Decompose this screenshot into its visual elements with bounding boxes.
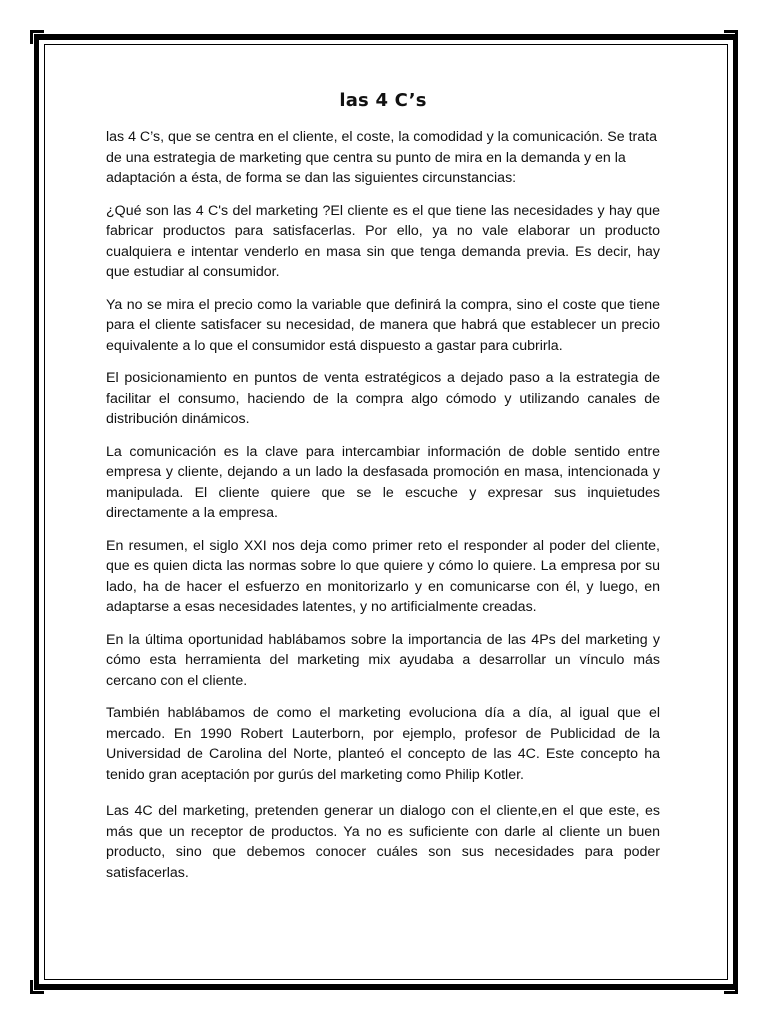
paragraph-dialogo: Las 4C del marketing, pretenden generar un dialogo con el cliente,en el que este, es más que un receptor de productos. Ya no es suficiente con darle al cliente un buen producto, sino que debemos conocer cuáles son sus necesidades para poder satisfacerlas. <box>106 803 660 881</box>
document-title: las 4 C’s <box>339 90 427 111</box>
paragraph-comodidad: El posicionamiento en puntos de venta estratégicos a dejado paso a la estrategia de facilitar el consumo, haciendo de la compra algo cómodo y utilizando canales de distribución dinámicos. <box>106 370 660 427</box>
document-body <box>106 90 660 895</box>
border-corner-bottom-right <box>724 980 738 994</box>
border-corner-top-left <box>30 30 44 44</box>
border-corner-bottom-left <box>30 980 44 994</box>
paragraph-intro: las 4 C’s, que se centra en el cliente, el coste, la comodidad y la comunicación. Se trata de una estrategia de marketing que centra su punto de mira en la demanda y en la adaptación a ésta, de forma se dan las siguientes circunstancias: <box>106 129 657 186</box>
paragraph-comunicacion: La comunicación es la clave para intercambiar información de doble sentido entre empresa y cliente, dejando a un lado la desfasada promoción en masa, intencionada y manipulada. El cliente quiere que se le escuche y expresar sus inquietudes directamente a la empresa. <box>106 443 660 521</box>
paragraph-lauterborn: También hablábamos de como el marketing evoluciona día a día, al igual que el mercado. En 1990 Robert Lauterborn, por ejemplo, profesor de Publicidad de la Universidad de Carolina del Norte, planteó el concepto de las 4C. Este concepto ha tenido gran aceptación por gurús del marketing como Philip Kotler. <box>106 705 660 783</box>
paragraph-coste: Ya no se mira el precio como la variable que definirá la compra, sino el coste que tiene para el cliente satisfacer su necesidad, de manera que habrá que establecer un precio equivalente a lo que el consumidor está dispuesto a gastar para cubrirla. <box>106 296 660 354</box>
border-corner-top-right <box>724 30 738 44</box>
paragraph-resumen: En resumen, el siglo XXI nos deja como primer reto el responder al poder del cliente, que es quien dicta las normas sobre lo que quiere y cómo lo quiere. La empresa por su lado, ha de hacer el esfuerzo en monitorizarlo y en comunicarse con él, y luego, en adaptarse a esas necesidades latentes, y no artificialmente creadas. <box>106 537 660 615</box>
paragraph-que-son: ¿Qué son las 4 C's del marketing ?El cliente es el que tiene las necesidades y hay que fabricar productos para satisfacerlas. Por ello, ya no vale elaborar un producto cualquiera e intentar venderlo en masa sin que tenga demanda previa. Es decir, hay que estudiar al consumidor. <box>106 202 660 280</box>
paragraph-4ps: En la última oportunidad hablábamos sobre la importancia de las 4Ps del marketing y cómo esta herramienta del marketing mix ayudaba a desarrollar un vínculo más cercano con el cliente. <box>106 631 660 689</box>
